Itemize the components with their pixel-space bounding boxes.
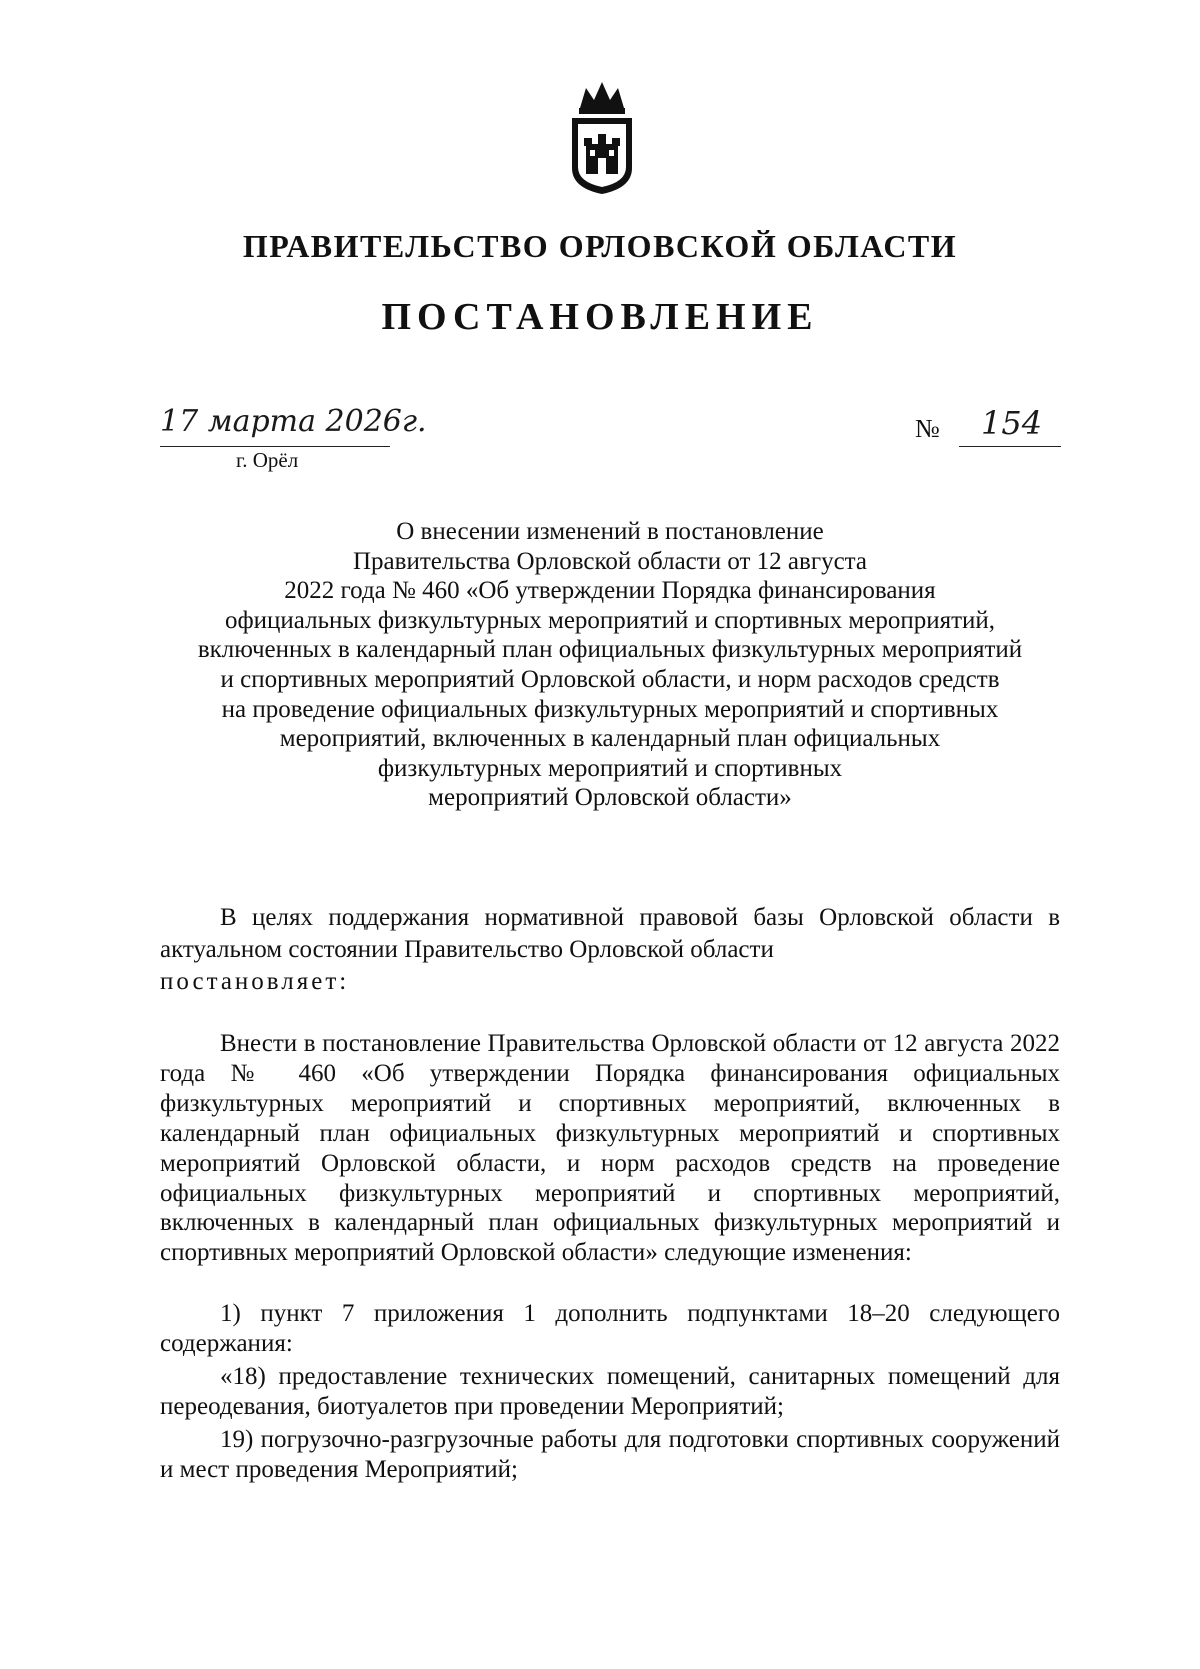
coat-of-arms-icon <box>566 78 638 196</box>
document-type: ПОСТАНОВЛЕНИЕ <box>381 296 819 338</box>
handwritten-number: 154 <box>981 404 1043 442</box>
main-paragraph: Внести в постановление Правительства Орловской области от 12 августа 2022 года № 460 «Об утверждении Порядка финансирования официальных физкультурных мероприятий и спортивных мероприятий, включенных в календарный план официальных физкультурных мероприятий и спортивных мероприятий Орловской области, и норм расходов средств на проведение официальных физкультурных мероприятий и спортивных мероприятий, включенных в календарный план официальных физкультурных мероприятий и спортивных мероприятий Орловской области» следующие изменения: <box>160 1030 1060 1267</box>
subject-line: физкультурных мероприятий и спортивных <box>377 754 843 782</box>
item-18-paragraph: «18) предоставление технических помещений, санитарных помещений для переодевания, биотуалетов при проведении Мероприятий; <box>160 1363 1060 1420</box>
subject-line: включенных в календарный план официальных физкультурных мероприятий <box>197 636 1023 664</box>
handwritten-date: 17 марта 2026г. <box>160 404 427 439</box>
organization-title: ПРАВИТЕЛЬСТВО ОРЛОВСКОЙ ОБЛАСТИ <box>242 228 958 264</box>
subject-line: мероприятий, включенных в календарный план официальных <box>279 725 941 753</box>
subject-line: официальных физкультурных мероприятий и спортивных мероприятий, <box>224 606 996 634</box>
intro-paragraph: В целях поддержания нормативной правовой базы Орловской области в актуальном состоянии Правительство Орловской области <box>160 904 1060 963</box>
subject-line: мероприятий Орловской области» <box>428 784 792 812</box>
subject-line: и спортивных мероприятий Орловской области, и норм расходов средств <box>220 665 1000 693</box>
city-label: г. Орёл <box>236 448 299 472</box>
document-subject <box>160 517 1060 813</box>
item-1-paragraph: 1) пункт 7 приложения 1 дополнить подпунктами 18–20 следующего содержания: <box>160 1300 1060 1357</box>
date-block <box>160 404 470 472</box>
number-underline <box>959 446 1061 447</box>
subject-line: Правительства Орловской области от 12 августа <box>352 547 868 575</box>
subject-line: О внесении изменений в постановление <box>396 518 824 545</box>
decides-word: постановляет: <box>160 968 350 995</box>
subject-line: 2022 года № 460 «Об утверждении Порядка финансирования <box>284 577 936 605</box>
number-block <box>915 404 1065 450</box>
number-sign: № <box>915 414 940 443</box>
item-19-paragraph: 19) погрузочно-разгрузочные работы для подготовки спортивных сооружений и мест проведения Мероприятий; <box>160 1426 1060 1483</box>
subject-line: на проведение официальных физкультурных мероприятий и спортивных <box>221 695 999 723</box>
date-underline <box>160 446 390 447</box>
